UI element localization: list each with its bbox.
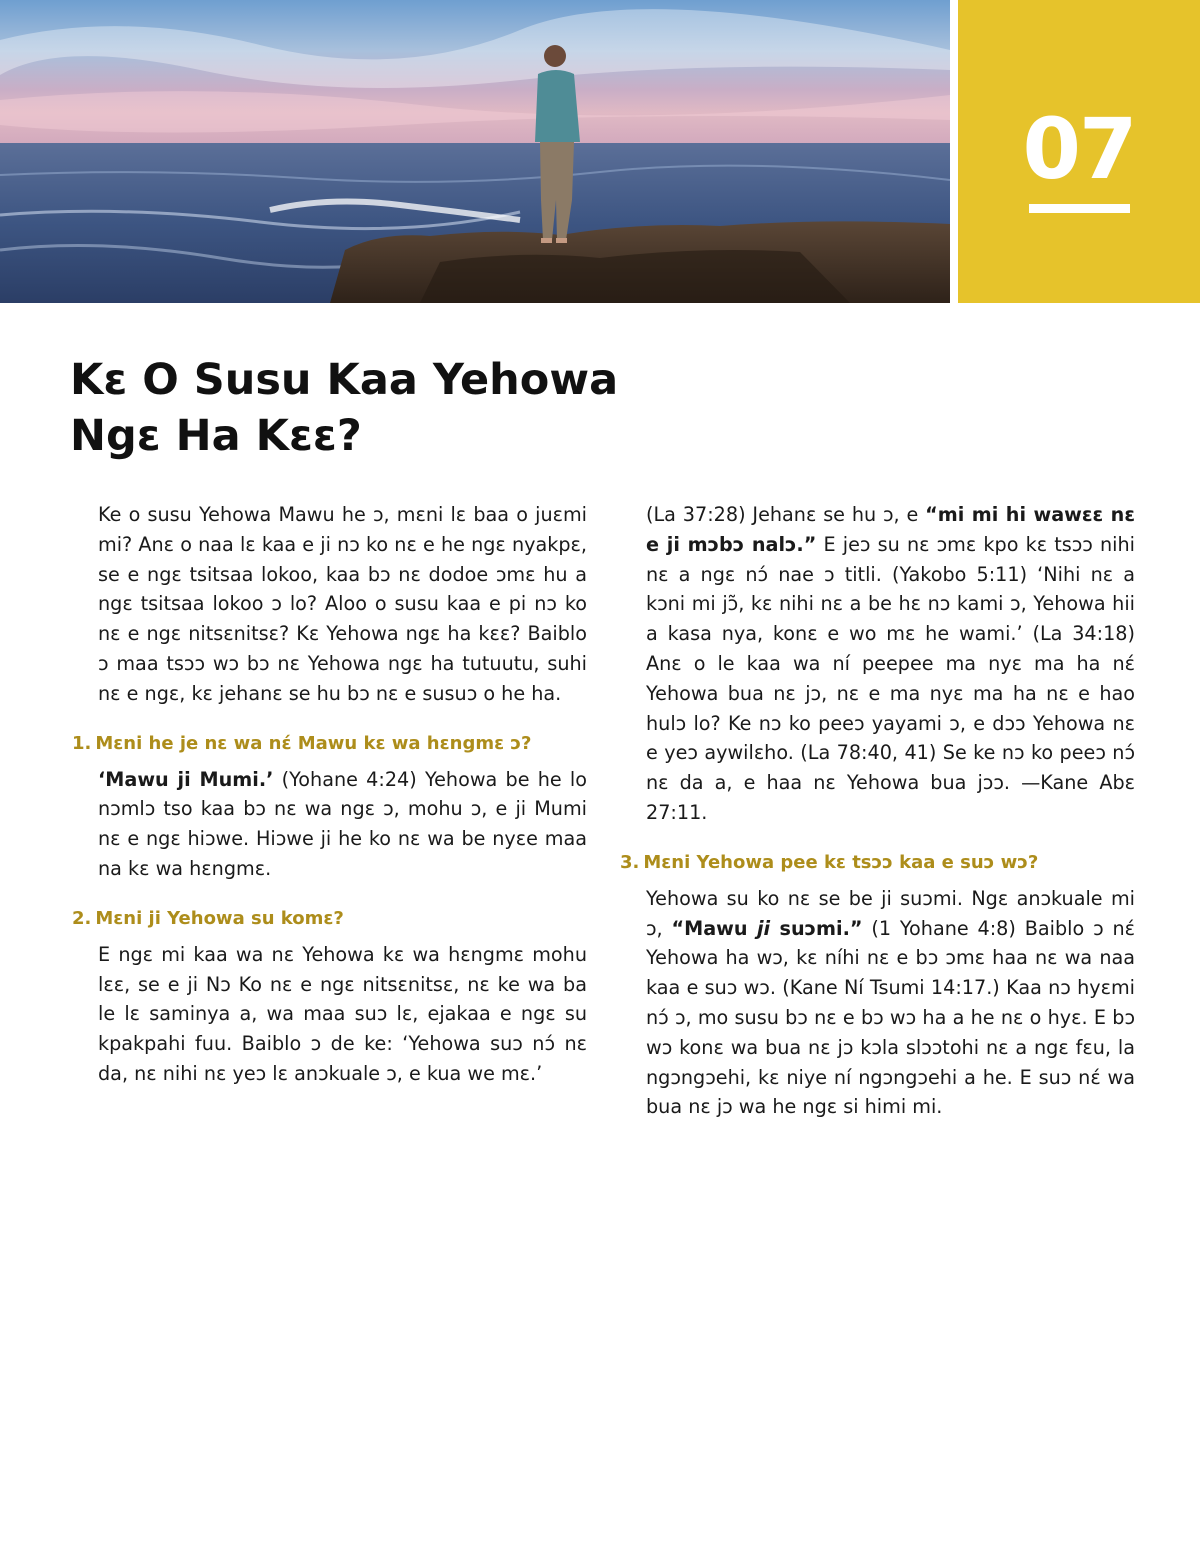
answer-1-paragraph [98,765,587,884]
answer-3-quote-a: “Mawu [671,916,757,940]
chapter-badge [958,0,1200,303]
answer-2-cont-a: (La 37:28) Jehanɛ se hu ɔ, e [646,503,926,526]
question-1-number: 1. [72,732,92,754]
answer-3-paragraph [646,884,1135,1122]
page-title [70,352,618,464]
answer-3-body-b: (1 Yohane 4:8) Baiblo ɔ nɛ́ Yehowa ha wɔ, kɛ níhi nɛ e bɔ ɔmɛ haa nɛ wa naa kaa e suɔ wɔ. (Kane Ní Tsumi 14:17.) Kaa nɔ hyɛmi nɔ́ ɔ, mo susu bɔ nɛ e bɔ wɔ ha a he nɛ o hyɛ. E bɔ wɔ konɛ wa bua nɛ jɔ kɔla slɔɔtohi nɛ a ngɛ fɛu, la ngɔngɔehi, kɛ niye ní ngɔngɔehi a he. E suɔ nɛ́ wa bua nɛ jɔ wa he ngɛ si himi mi. [646,916,1135,1119]
answer-1-body: (Yohane 4:24) Yehowa be he lo nɔmlɔ tso kaa bɔ nɛ wa ngɛ ɔ, mohu ɔ, e ji Mumi nɛ e ngɛ hiɔwe. Hiɔwe ji he ko nɛ wa be nyɛe maa na kɛ wa hɛngmɛ. [98,767,587,880]
seaside-man-illustration [0,0,950,303]
title-line-1: Kɛ O Susu Kaa Yehowa [70,355,619,405]
right-column [620,500,1135,1134]
answer-2-paragraph-part2 [646,500,1135,828]
answer-2-bold-quote: “mi mi hi wawɛɛ nɛ e ji mɔbɔ nalɔ.” [646,503,1135,556]
question-2 [72,906,587,932]
answer-3-quote-b: suɔmi.” [770,916,863,940]
chapter-number: 07 [1022,100,1136,198]
title-line-2: Ngɛ Ha Kɛɛ? [70,411,362,461]
intro-paragraph: Ke o susu Yehowa Mawu he ɔ, mɛni lɛ baa o juɛmi mi? Anɛ o naa lɛ kaa e ji nɔ ko nɛ e he ngɛ nyakpɛ, se e ngɛ tsitsaa lokoo, kaa bɔ nɛ dodoe ɔmɛ hu a ngɛ tsitsaa lokoo ɔ lo? Aloo o susu kaa e pi nɔ ko nɛ e ngɛ nitsɛnitsɛ? Kɛ Yehowa ngɛ ha kɛɛ? Baiblo ɔ maa tsɔɔ wɔ bɔ nɛ Yehowa ngɛ ha tutuutu, suhi nɛ e ngɛ, kɛ jehanɛ se hu bɔ nɛ e susuɔ o he ha. [98,503,587,705]
question-1 [72,731,587,757]
answer-2-paragraph-part1: E ngɛ mi kaa wa nɛ Yehowa kɛ wa hɛngmɛ mohu lɛɛ, se e ji Nɔ Ko nɛ e ngɛ nitsɛnitsɛ, nɛ ke wa ba le lɛ saminya a, wa maa suɔ lɛ, ejakaa e ngɛ su kpakpahi fuu. Baiblo ɔ de ke: ‘Yehowa suɔ nɔ́ nɛ da, nɛ nihi nɛ yeɔ lɛ anɔkuale ɔ, e kua we mɛ.’ [98,942,587,1085]
answer-1-lead: ‘Mawu ji Mumi.’ [98,767,274,791]
question-2-text: Mɛni ji Yehowa su komɛ? [95,907,344,929]
chapter-underline [1029,204,1130,213]
question-2-number: 2. [72,907,92,929]
answer-3-body-a: Yehowa su ko nɛ se be ji suɔmi. Ngɛ anɔkuale mi ɔ, [646,886,1135,940]
answer-2-cont-b: E jeɔ su nɛ ɔmɛ kpo kɛ tsɔɔ nihi nɛ a ngɛ nɔ́ nae ɔ titli. (Yakobo 5:11) ‘Nihi nɛ a kɔni mi jɔ̃, kɛ nihi nɛ a be hɛ nɔ kami ɔ, Yehowa hii a kasa nya, konɛ e wo mɛ he wami.’ (La 34:18) Anɛ o le kaa wa ní peepee ma nyɛ ma ha nɛ́ Yehowa bua nɛ jɔ, nɛ e ma nyɛ ma ha nɛ e hao hulɔ lo? Ke nɔ ko peeɔ yayami ɔ, e dɔɔ Yehowa nɛ e yeɔ aywilɛho. (La 78:40, 41) Se ke nɔ ko peeɔ nɔ́ nɛ da a, e haa nɛ Yehowa bua jɔɔ. —Kane Abɛ 27:11. [646,532,1135,824]
question-1-text: Mɛni he je nɛ wa nɛ́ Mawu kɛ wa hɛngmɛ ɔ? [95,732,532,754]
left-column [72,500,587,1101]
question-3-text: Mɛni Yehowa pee kɛ tsɔɔ kaa e suɔ wɔ? [643,851,1039,873]
hero-photo [0,0,950,303]
question-3-number: 3. [620,851,640,873]
question-3 [620,850,1135,876]
answer-3-quote-italic: ji [756,916,771,940]
